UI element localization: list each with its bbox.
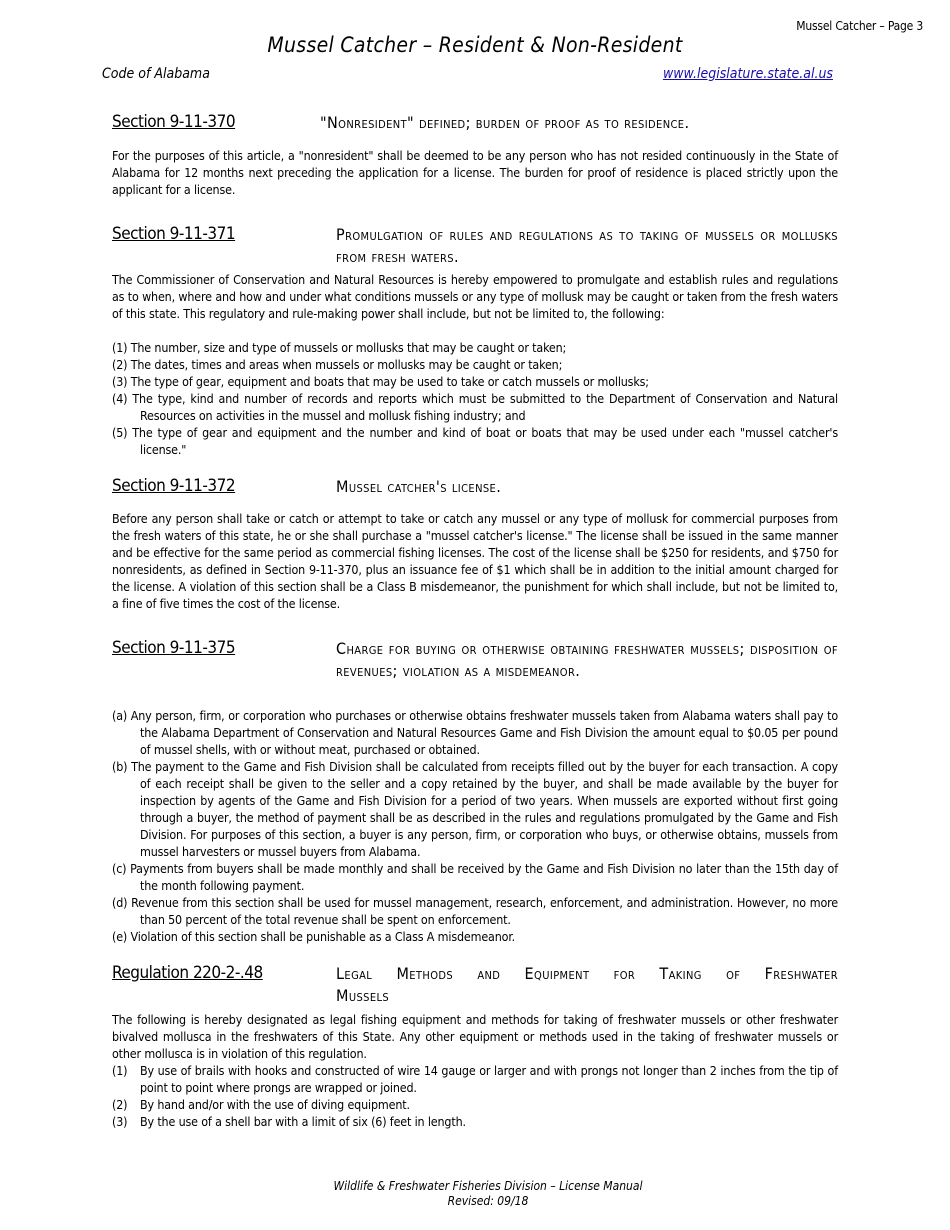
list-marker: (1) (112, 1063, 128, 1078)
section-number: Section 9-11-375 (112, 638, 236, 658)
section-title: Charge for buying or otherwise obtaining freshwater mussels; disposition of revenues; violation as a misdemeanor. (336, 639, 838, 680)
list-item (112, 1062, 838, 1096)
list-text: By hand and/or with the use of diving equipment. (140, 1097, 410, 1112)
list-item: (b) The payment to the Game and Fish Division shall be calculated from receipts filled out by the buyer for each transaction. A copy of each receipt shall be given to the seller and a copy retained by the buyer, and shall be made available by the buyer for inspection by agents of the Game and Fish Division for a period of two years. When mussels are exported without first going through a buyer, the method of payment shall be as described in the rules and regulations promulgated by the Game and Fish Division. For purposes of this section, a buyer is any person, firm, or corporation who buys, or otherwise obtains, mussels from mussel harvesters or mussel buyers from Alabama. (112, 759, 838, 859)
list-item: (d) Revenue from this section shall be used for mussel management, research, enforcement, and administration. However, no more than 50 percent of the total revenue shall be spent on enforcement. (112, 895, 838, 927)
regulation-48-list (112, 1062, 838, 1130)
section-number: Regulation 220-2-.48 (112, 963, 263, 983)
section-371-heading (112, 224, 838, 268)
list-item: (4) The type, kind and number of records and reports which must be submitted to the Department of Conservation and Natural Resources on activities in the mussel and mollusk fishing industry; and (112, 391, 838, 423)
section-371-list (112, 339, 838, 458)
list-marker: (3) (112, 1114, 128, 1129)
section-372-heading (112, 476, 838, 500)
list-item: (a) Any person, firm, or corporation who purchases or otherwise obtains freshwater mussels taken from Alabama waters shall pay to the Alabama Department of Conservation and Natural Resources Game and Fish Division the amount equal to $0.05 per pound of mussel shells, with or without meat, purchased or obtained. (112, 708, 838, 757)
list-marker: (2) (112, 1097, 128, 1112)
list-item: (3) The type of gear, equipment and boats that may be used to take or catch mussels or mollusks; (112, 374, 649, 389)
list-item: (2) The dates, times and areas when mussels or mollusks may be caught or taken; (112, 357, 563, 372)
list-item: (5) The type of gear and equipment and the number and kind of boat or boats that may be used under each "mussel catcher's license." (112, 425, 838, 457)
section-375-list (112, 707, 838, 945)
page-number: Mussel Catcher – Page 3 (796, 19, 923, 33)
section-title: Legal Methods and Equipment for Taking of Freshwater Mussels (336, 964, 838, 1005)
regulation-48-heading (112, 963, 838, 1007)
footer (0, 1179, 950, 1209)
section-372-body: Before any person shall take or catch or attempt to take or catch any mussel or any type of mollusk for commercial purposes from the fresh waters of this state, he or she shall purchase a "mussel catcher's license." The license shall be issued in the same manner and be effective for the same period as commercial fishing licenses. The cost of the license shall be $250 for residents, and $750 for nonresidents, as defined in Section 9-11-370, plus an issuance fee of $1 which shall be in addition to the initial amount charged for the license. A violation of this section shall be a Class B misdemeanor, the punishment for which shall include, but not be limited to, a fine of five times the cost of the license. (112, 511, 838, 611)
list-text: By use of brails with hooks and constructed of wire 14 gauge or larger and with prongs not longer than 2 inches from the tip of point to point where prongs are wrapped or joined. (140, 1063, 838, 1095)
list-item (112, 1096, 838, 1113)
section-370-body: For the purposes of this article, a "nonresident" shall be deemed to be any person who has not resided continuously in the State of Alabama for 12 months next preceding the application for a license. The burden for proof of residence is placed strictly upon the applicant for a license. (112, 148, 838, 197)
document-title: Mussel Catcher – Resident & Non-Resident (267, 33, 683, 57)
list-item: (c) Payments from buyers shall be made monthly and shall be received by the Game and Fish Division no later than the 15th day of the month following payment. (112, 861, 838, 893)
section-number: Section 9-11-371 (112, 224, 236, 244)
list-item: (1) The number, size and type of mussels or mollusks that may be caught or taken; (112, 340, 567, 355)
section-number: Section 9-11-370 (112, 112, 236, 132)
section-375-heading (112, 638, 838, 704)
list-text: By the use of a shell bar with a limit of six (6) feet in length. (140, 1114, 466, 1129)
section-371-body: The Commissioner of Conservation and Natural Resources is hereby empowered to promulgate and establish rules and regulations as to when, where and how and under what conditions mussels or any type of mollusk may be caught or taken from the fresh waters of this state. This regulatory and rule-making power shall include, but not be limited to, the following: (112, 272, 838, 321)
footer-line-1: Wildlife & Freshwater Fisheries Division – License Manual (333, 1179, 643, 1193)
section-title: "Nonresident" defined; burden of proof as to residence. (320, 113, 690, 132)
regulation-48-body: The following is hereby designated as legal fishing equipment and methods for taking of freshwater mussels or other freshwater bivalved mollusca in the freshwaters of this State. Any other equipment or methods used in the taking of freshwater mussels or other mollusca is in violation of this regulation. (112, 1012, 838, 1061)
legislature-link[interactable]: www.legislature.state.al.us (662, 66, 833, 82)
section-title: Mussel catcher's license. (336, 477, 502, 496)
list-item: (e) Violation of this section shall be punishable as a Class A misdemeanor. (112, 929, 515, 944)
list-item (112, 1113, 838, 1130)
section-370-heading (112, 112, 838, 136)
footer-line-2: Revised: 09/18 (447, 1194, 529, 1208)
code-label: Code of Alabama (102, 66, 210, 82)
section-number: Section 9-11-372 (112, 476, 236, 496)
section-title: Promulgation of rules and regulations as to taking of mussels or mollusks from fresh waters. (336, 225, 838, 266)
